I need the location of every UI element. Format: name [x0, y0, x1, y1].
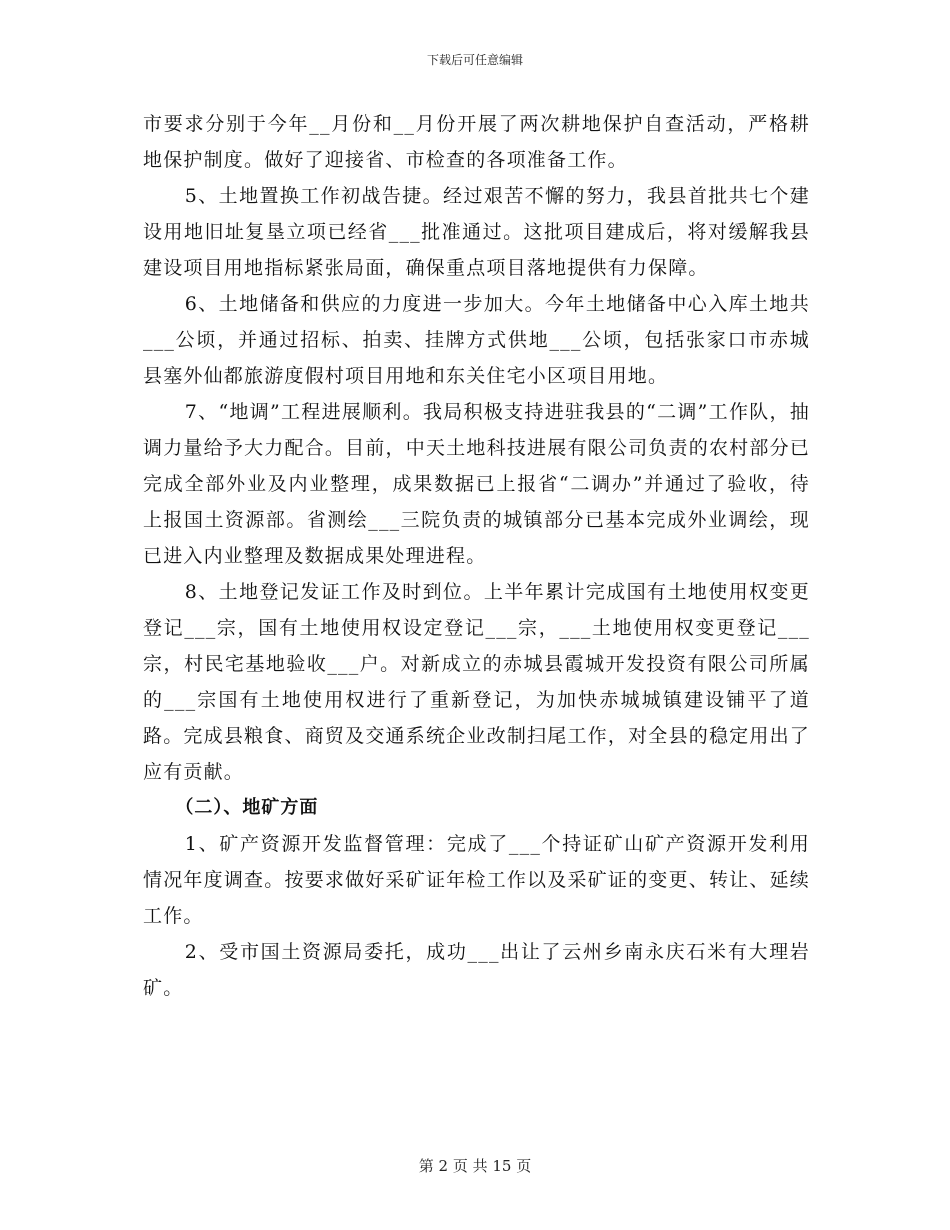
page-header: 下载后可任意编辑: [426, 53, 523, 67]
paragraph-item-8: 8、土地登记发证工作及时到位。上半年累计完成国有土地使用权变更登记___宗，国有土地使用权设定登记___宗，___土地使用权变更登记___宗，村民宅基地验收___户。对新成立的赤城县霞城开发投资有限公司所属的___宗国有土地使用权进行了重新登记，为加快赤城城镇建设铺平了道路。完成县粮食、商贸及交通系统企业改制扫尾工作，对全县的稳定用出了应有贡献。: [143, 581, 810, 783]
section-heading: （二）、地矿方面: [175, 797, 319, 818]
paragraph-continuation: 市要求分别于今年__月份和__月份开展了两次耕地保护自查活动，严格耕地保护制度。做好了迎接省、市检查的各项准备工作。: [143, 113, 810, 171]
paragraph-item-6: 6、土地储备和供应的力度进一步加大。今年土地储备中心入库土地共___公顷，并通过招标、拍卖、挂牌方式供地___公顷，包括张家口市赤城县塞外仙都旅游度假村项目用地和东关住宅小区项目用地。: [143, 293, 810, 387]
section-paragraph-2: 2、受市国土资源局委托，成功___出让了云州乡南永庆石米有大理岩矿。: [143, 941, 810, 999]
paragraph-item-7: 7、“地调”工程进展顺利。我局积极支持进驻我县的“二调”工作队，抽调力量给予大力配合。目前，中天土地科技进展有限公司负责的农村部分已完成全部外业及内业整理，成果数据已上报省“二调办”并通过了验收，待上报国土资源部。省测绘___三院负责的城镇部分已基本完成外业调绘，现已进入内业整理及数据成果处理进程。: [143, 401, 810, 567]
document-body: [143, 106, 810, 1006]
page-number-footer: 第 2 页 共 15 页: [418, 1157, 532, 1175]
section-paragraph-1: 1、矿产资源开发监督管理：完成了___个持证矿山矿产资源开发利用情况年度调查。按要求做好采矿证年检工作以及采矿证的变更、转让、延续工作。: [143, 833, 810, 927]
paragraph-item-5: 5、土地置换工作初战告捷。经过艰苦不懈的努力，我县首批共七个建设用地旧址复垦立项已经省___批准通过。这批项目建成后，将对缓解我县建设项目用地指标紧张局面，确保重点项目落地提供有力保障。: [143, 185, 810, 279]
